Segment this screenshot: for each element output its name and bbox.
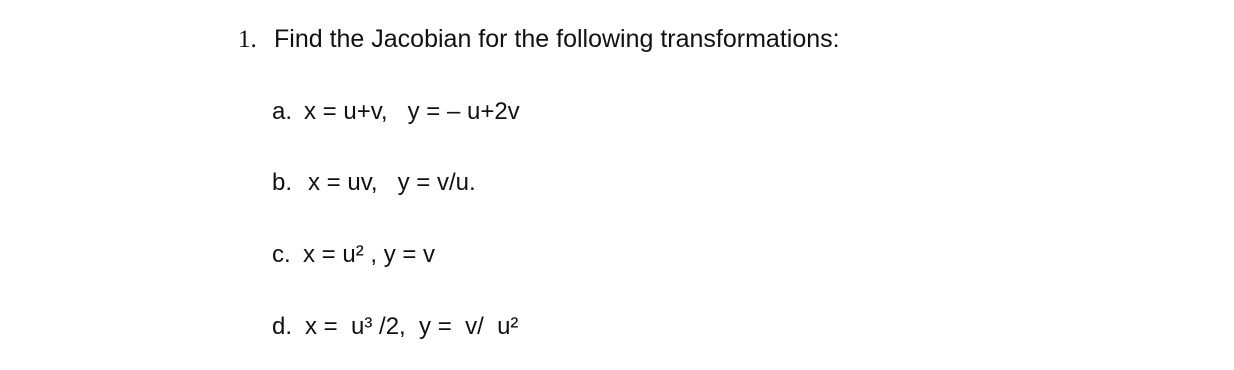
item-label: a.	[272, 98, 293, 125]
question-text: Find the Jacobian for the following transformations:	[274, 25, 840, 53]
item-label: b.	[272, 169, 293, 196]
item-expression: x = u³ /2, y = v/ u²	[305, 313, 519, 340]
item-expression: x = uv, y = v/u.	[308, 169, 476, 196]
list-item-b	[272, 167, 476, 199]
question-number: 1.	[238, 26, 257, 53]
question-heading	[238, 22, 840, 57]
item-label: d.	[272, 313, 293, 340]
list-item-d	[272, 311, 518, 343]
item-expression: x = u+v, y = – u+2v	[304, 98, 520, 125]
list-item-c	[272, 239, 435, 271]
item-label: c.	[272, 241, 291, 268]
item-expression: x = u² , y = v	[303, 241, 436, 268]
list-item-a	[272, 96, 520, 128]
